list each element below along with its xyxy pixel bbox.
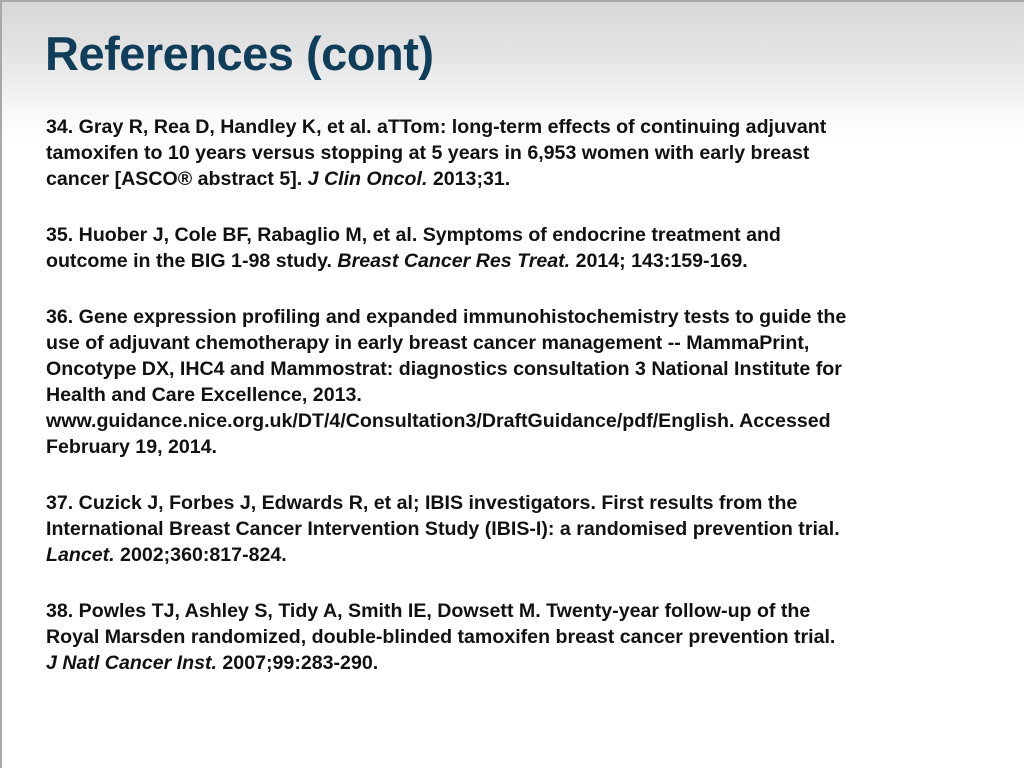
reference-37 bbox=[46, 490, 846, 568]
reference-text: tamoxifen to 10 years versus stopping at 5 years in 6,953 women with early breast bbox=[46, 142, 810, 164]
journal-name: Lancet. bbox=[46, 544, 115, 566]
journal-name: J Clin Oncol. bbox=[307, 168, 428, 190]
citation-details: 2013;31. bbox=[427, 168, 511, 190]
reference-36 bbox=[46, 304, 846, 460]
reference-line bbox=[46, 650, 846, 676]
reference-line bbox=[46, 356, 846, 382]
reference-line bbox=[46, 382, 846, 408]
reference-text: 34. Gray R, Rea D, Handley K, et al. aTTom: long-term effects of continuing adjuvant bbox=[46, 116, 827, 138]
reference-line bbox=[46, 166, 846, 192]
reference-url: www.guidance.nice.org.uk/DT/4/Consultation3/DraftGuidance/pdf/English. Accessed bbox=[46, 410, 831, 432]
reference-text: February 19, 2014. bbox=[46, 436, 218, 458]
reference-text: 36. Gene expression profiling and expanded immunohistochemistry tests to guide the bbox=[46, 306, 847, 328]
slide-title: References (cont) bbox=[45, 27, 434, 80]
reference-text: Royal Marsden randomized, double-blinded tamoxifen breast cancer prevention trial. bbox=[46, 626, 836, 648]
citation-details: 2007;99:283-290. bbox=[216, 652, 379, 674]
reference-line bbox=[46, 222, 846, 248]
reference-text: International Breast Cancer Intervention Study (IBIS-I): a randomised prevention trial. bbox=[46, 518, 840, 540]
journal-name: J Natl Cancer Inst. bbox=[46, 652, 217, 674]
reference-line bbox=[46, 330, 846, 356]
reference-line bbox=[46, 408, 846, 434]
reference-35 bbox=[46, 222, 846, 274]
reference-line bbox=[46, 490, 846, 516]
reference-38 bbox=[46, 598, 846, 676]
reference-text: use of adjuvant chemotherapy in early breast cancer management -- MammaPrint, bbox=[46, 332, 810, 354]
reference-line bbox=[46, 140, 846, 166]
reference-line bbox=[46, 624, 846, 650]
citation-details: 2002;360:817-824. bbox=[114, 544, 287, 566]
reference-text: 35. Huober J, Cole BF, Rabaglio M, et al. Symptoms of endocrine treatment and bbox=[46, 224, 781, 246]
reference-list bbox=[46, 114, 846, 676]
reference-line bbox=[46, 248, 846, 274]
reference-line bbox=[46, 516, 846, 542]
reference-text: Health and Care Excellence, 2013. bbox=[46, 384, 362, 406]
reference-line bbox=[46, 434, 846, 460]
reference-line bbox=[46, 542, 846, 568]
reference-line bbox=[46, 114, 846, 140]
reference-line bbox=[46, 598, 846, 624]
citation-details: 2014; 143:159-169. bbox=[570, 250, 748, 272]
reference-text: 37. Cuzick J, Forbes J, Edwards R, et al; IBIS investigators. First results from the bbox=[46, 492, 798, 514]
reference-34 bbox=[46, 114, 846, 192]
reference-line bbox=[46, 304, 846, 330]
journal-name: Breast Cancer Res Treat. bbox=[337, 250, 571, 272]
reference-text: outcome in the BIG 1-98 study. bbox=[46, 250, 338, 272]
reference-text: cancer [ASCO® abstract 5]. bbox=[46, 168, 308, 190]
reference-text: Oncotype DX, IHC4 and Mammostrat: diagnostics consultation 3 National Institute for bbox=[46, 358, 842, 380]
reference-text: 38. Powles TJ, Ashley S, Tidy A, Smith IE, Dowsett M. Twenty-year follow-up of the bbox=[46, 600, 811, 622]
